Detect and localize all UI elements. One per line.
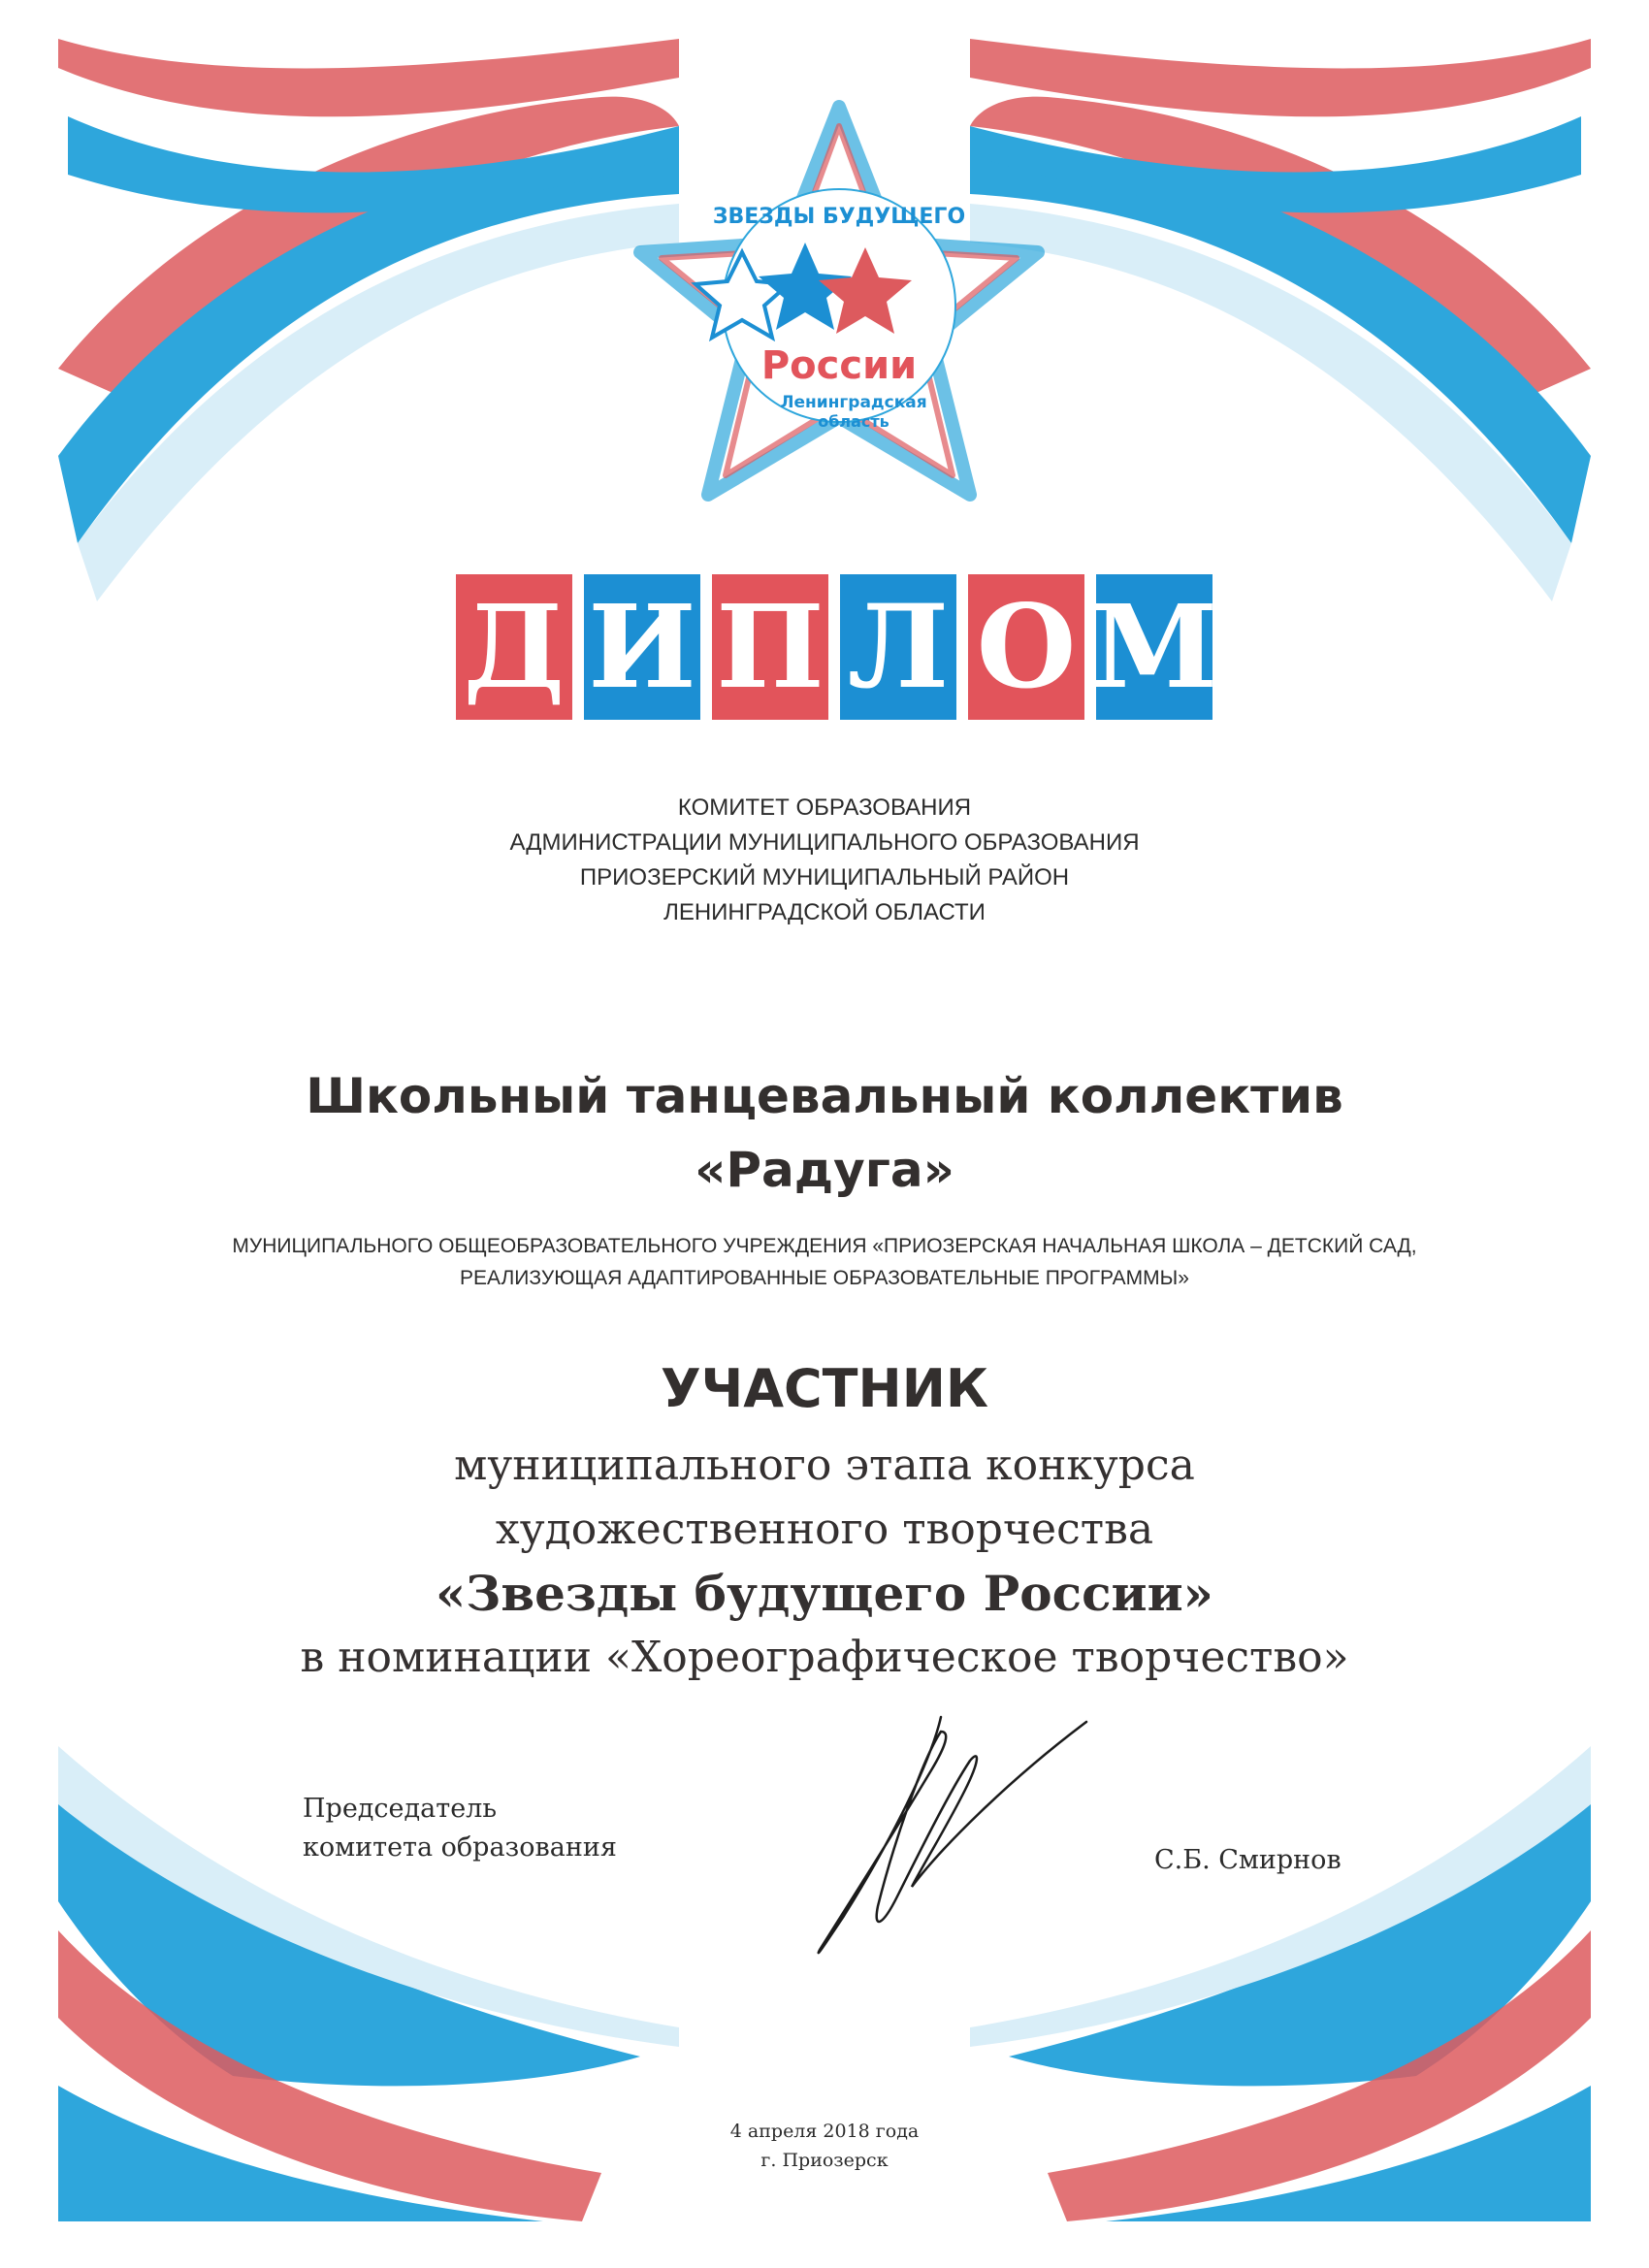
signer-title-line: комитета образования	[303, 1832, 617, 1863]
signature-image	[786, 1702, 1096, 1964]
contest-name: «Звезды будущего России»	[436, 1565, 1213, 1622]
institution-line: РЕАЛИЗУЮЩАЯ АДАПТИРОВАННЫЕ ОБРАЗОВАТЕЛЬНЫЕ ПРОГРАММЫ»	[460, 1267, 1189, 1289]
institution-line: МУНИЦИПАЛЬНОГО ОБЩЕОБРАЗОВАТЕЛЬНОГО УЧРЕЖДЕНИЯ «ПРИОЗЕРСКАЯ НАЧАЛЬНАЯ ШКОЛА – ДЕТСКИЙ САД,	[232, 1235, 1417, 1257]
title-letter-box	[584, 574, 700, 720]
logo-arc-text: ЗВЕЗДЫ БУДУЩЕГО	[712, 205, 966, 229]
signer-title-line: Председатель	[303, 1794, 498, 1824]
logo-main-text: России	[760, 343, 918, 388]
committee-line: ПРИОЗЕРСКИЙ МУНИЦИПАЛЬНЫЙ РАЙОН	[579, 864, 1070, 891]
committee-line: КОМИТЕТ ОБРАЗОВАНИЯ	[677, 794, 972, 821]
title-letter-box	[456, 574, 572, 720]
committee-line: ЛЕНИНГРАДСКОЙ ОБЛАСТИ	[663, 899, 986, 925]
logo-region-line1: Ленинградская	[780, 393, 927, 412]
title-letter-box	[1090, 574, 1218, 720]
issue-date: 4 апреля 2018 года	[729, 2121, 920, 2142]
award-status: УЧАСТНИК	[660, 1358, 989, 1419]
contest-line: художественного творчества	[495, 1505, 1154, 1554]
issue-place: г. Приозерск	[760, 2150, 889, 2171]
diploma-title	[456, 574, 1218, 720]
recipient-name	[0, 1059, 1649, 1207]
issuing-committee	[0, 791, 1649, 930]
recipient-line: Школьный танцевальный коллектив	[306, 1068, 1343, 1124]
title-letter-box	[712, 574, 828, 720]
title-letter-box	[840, 574, 956, 720]
title-letter: О	[976, 579, 1077, 714]
title-letter: Д	[463, 579, 566, 714]
contest-description	[0, 1434, 1649, 1690]
recipient-line: «Радуга»	[695, 1142, 954, 1198]
stars-of-future-logo	[611, 87, 1067, 524]
title-letter: П	[716, 579, 824, 714]
logo-region-line2: область	[818, 412, 889, 431]
title-letter: Л	[847, 579, 950, 714]
institution-name	[0, 1230, 1649, 1294]
signer-title	[303, 1790, 617, 1867]
issue-date-place	[0, 2117, 1649, 2175]
title-letter: М	[1090, 579, 1218, 714]
title-letter-box	[968, 574, 1084, 720]
title-letter: И	[588, 579, 696, 714]
contest-line: муниципального этапа конкурса	[454, 1441, 1195, 1490]
contest-nomination: в номинации «Хореографическое творчество»	[300, 1633, 1349, 1682]
signer-name: С.Б. Смирнов	[1154, 1845, 1342, 1875]
committee-line: АДМИНИСТРАЦИИ МУНИЦИПАЛЬНОГО ОБРАЗОВАНИЯ	[509, 829, 1140, 856]
